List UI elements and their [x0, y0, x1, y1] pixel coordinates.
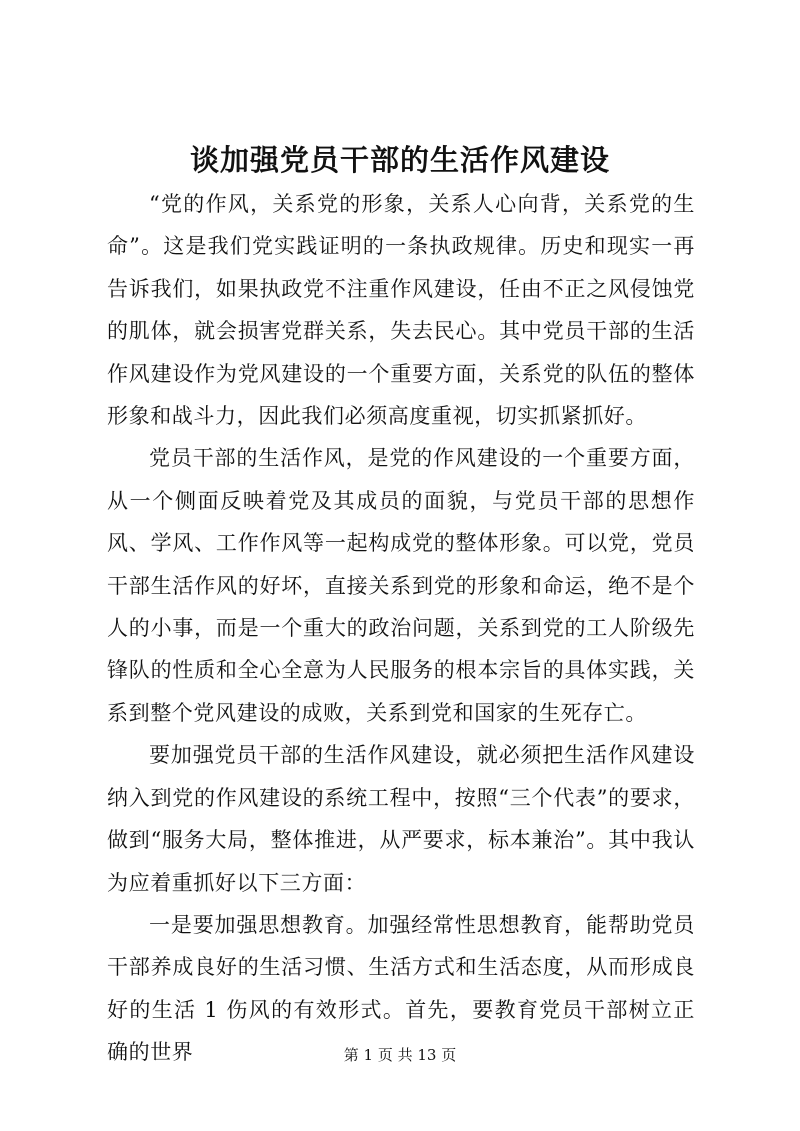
paragraph-1: “党的作风，关系党的形象，关系人心向背，关系党的生命”。这是我们党实践证明的一条执政规律。历史和现实一再告诉我们，如果执政党不注重作风建设，任由不正之风侵蚀党的肌体，就会损害党群关系，失去民心。其中党员干部的生活作风建设作为党风建设的一个重要方面，关系党的队伍的整体形象和战斗力，因此我们必须高度重视，切实抓紧抓好。 — [107, 192, 695, 429]
document-body — [107, 183, 695, 1074]
paragraph-3: 要加强党员干部的生活作风建设，就必须把生活作风建设纳入到党的作风建设的系统工程中，按照“三个代表”的要求，做到“服务大局，整体推进，从严要求，标本兼治”。其中我认为应着重抓好以下三方面： — [107, 743, 695, 895]
page-footer: 第 1 页 共 13 页 — [343, 1046, 457, 1064]
document-title: 谈加强党员干部的生活作风建设 — [189, 143, 610, 177]
paragraph-4: 一是要加强思想教育。加强经常性思想教育，能帮助党员干部养成良好的生活习惯、生活方式和生活态度，从而形成良好的生活 1 伤风的有效形式。首先，要教育党员干部树立正确的世界 — [107, 912, 695, 1065]
paragraph-2: 党员干部的生活作风，是党的作风建设的一个重要方面，从一个侧面反映着党及其成员的面貌，与党员干部的思想作风、学风、工作作风等一起构成党的整体形象。可以党，党员干部生活作风的好坏，直接关系到党的形象和命运，绝不是个人的小事，而是一个重大的政治问题，关系到党的工人阶级先锋队的性质和全心全意为人民服务的根本宗旨的具体实践，关系到整个党风建设的成败，关系到党和国家的生死存亡。 — [107, 446, 695, 725]
